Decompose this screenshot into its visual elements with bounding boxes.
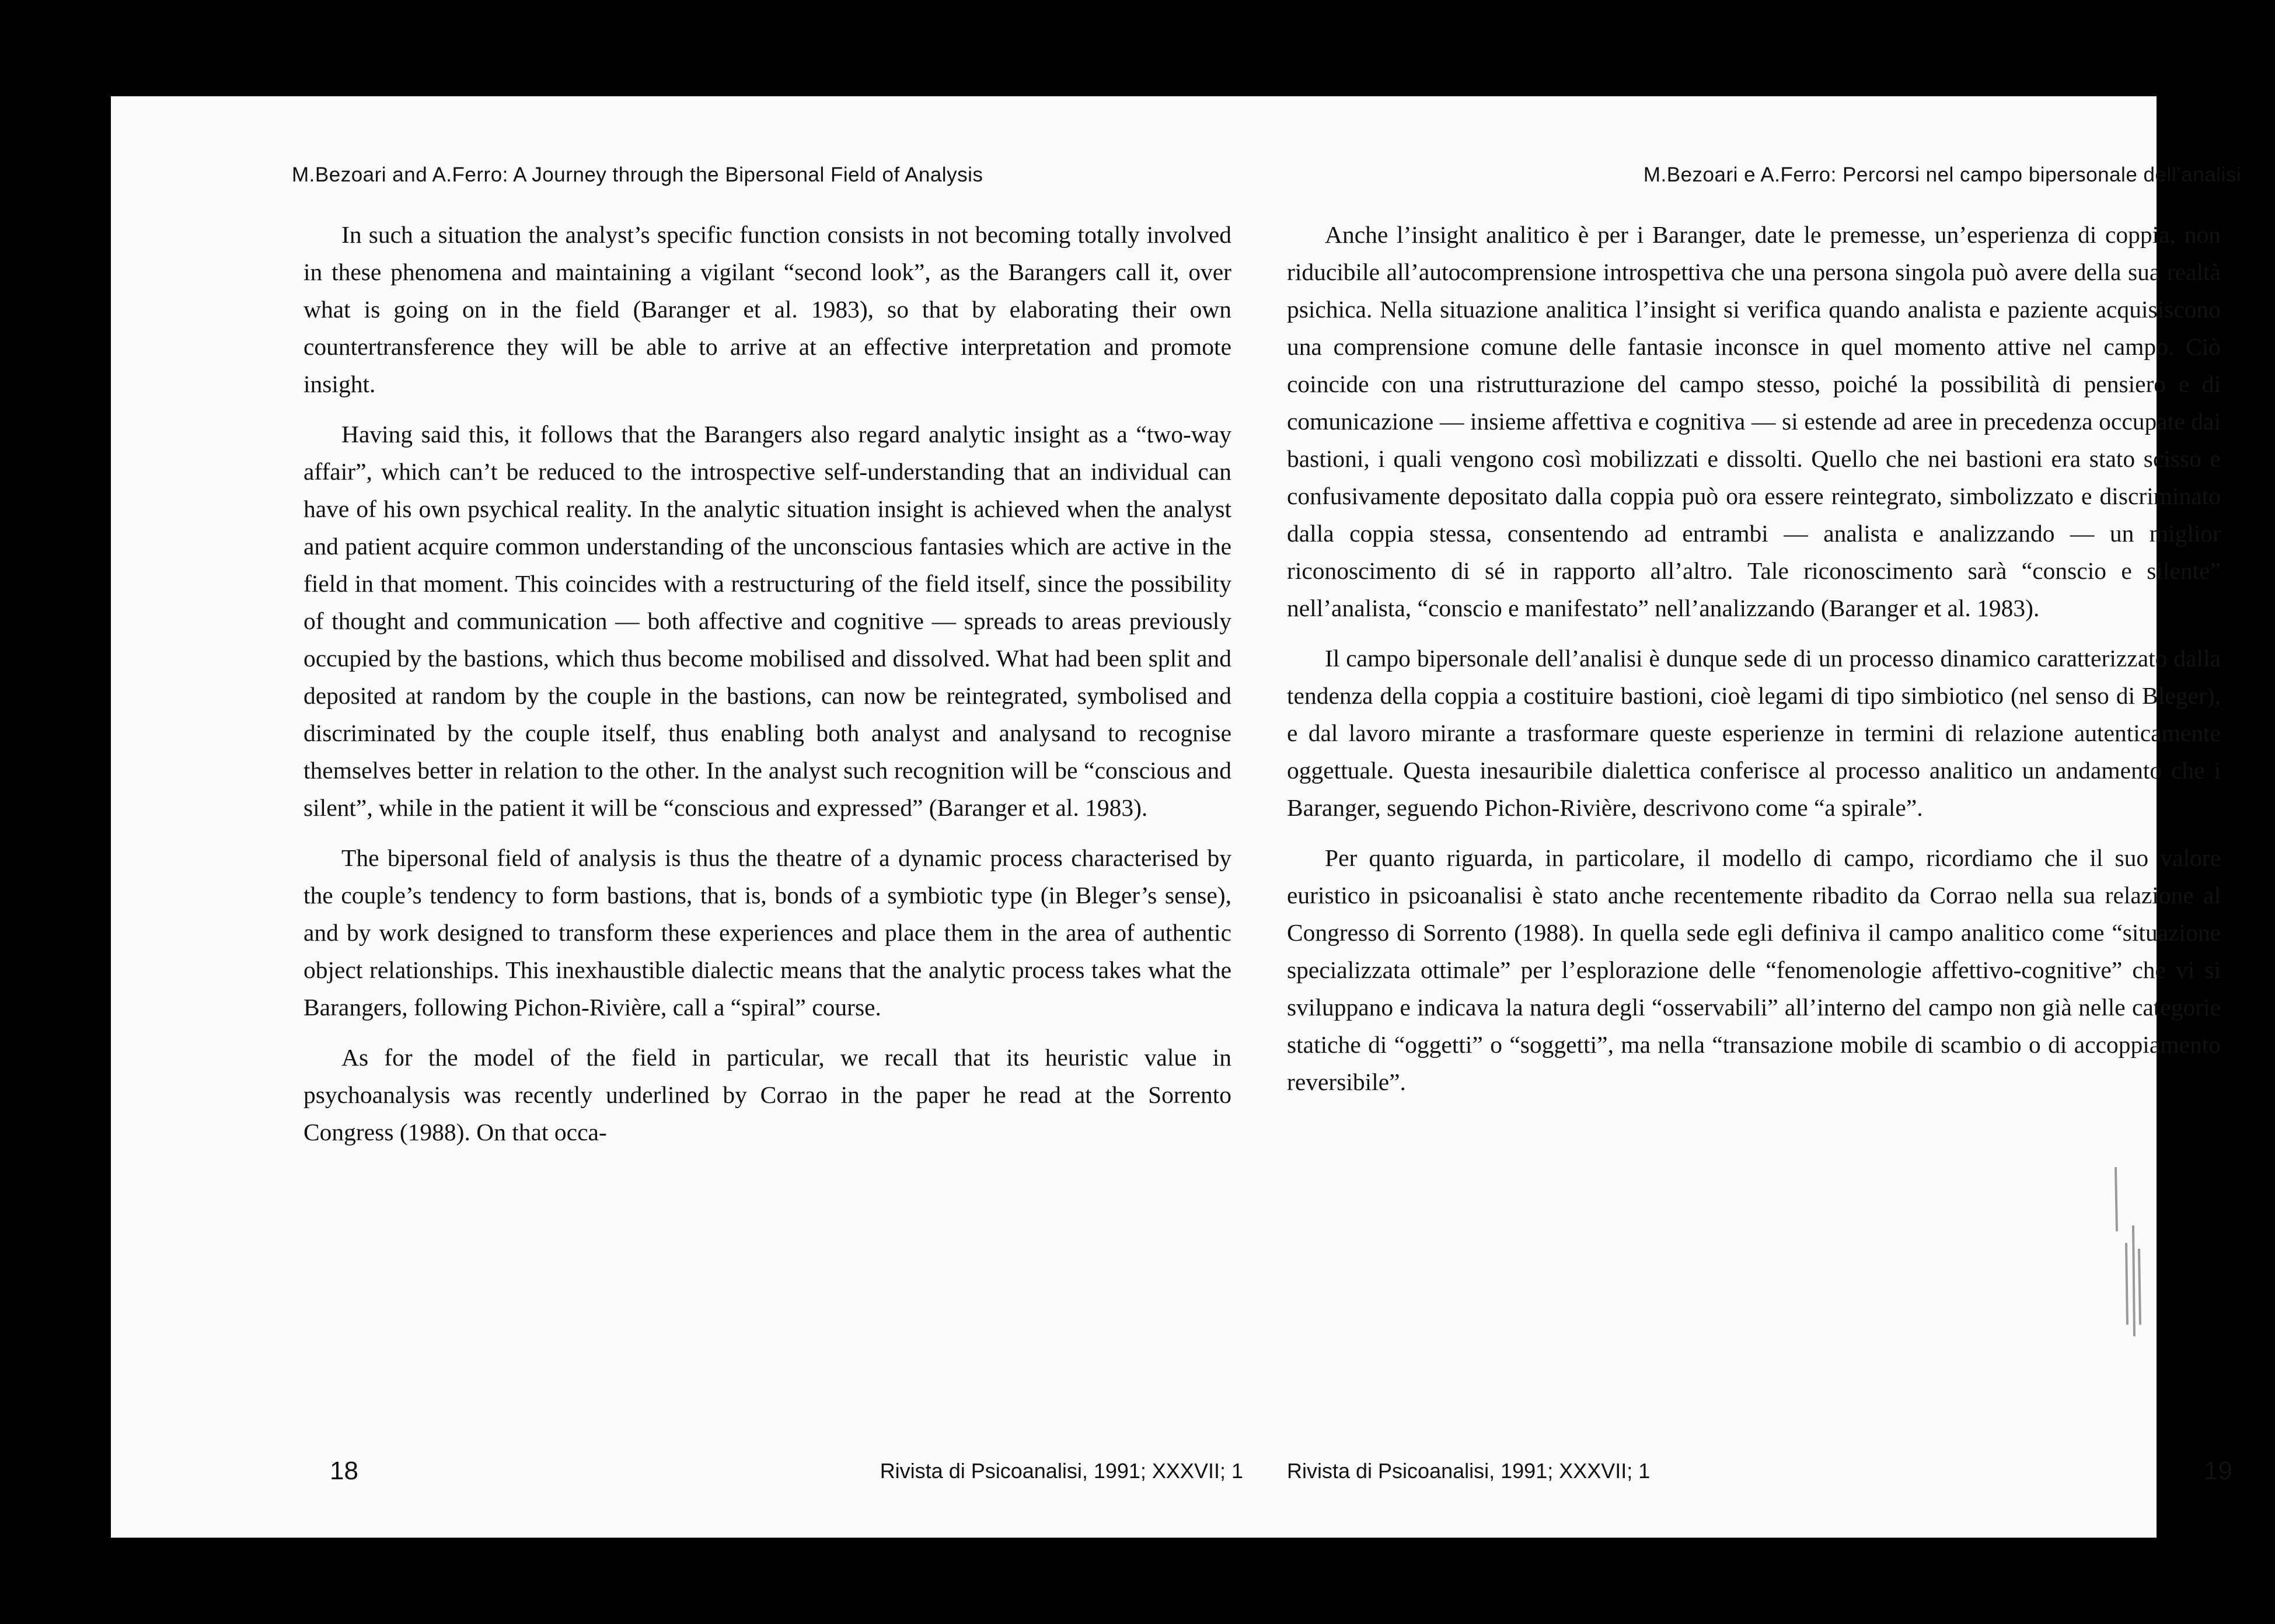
left-paragraph-1: In such a situation the analyst’s specific function consists in not becoming totally involved in these phenomena and maintaining a vigilant “second look”, as the Barangers call it, over what is going on in the field (Baranger et al. 1983), so that by elaborating their own countertransference they will be able to arrive at an effective interpretation and promote insight.: [303, 221, 1231, 397]
left-page: [292, 96, 1243, 1538]
right-paragraph-2: Il campo bipersonale dell’analisi è dunque sede di un processo dinamico caratterizzato dalla tendenza della coppia a costituire bastioni, cioè legami di tipo simbiotico (nel senso di Bleger), e dal lavoro mirante a trasformare queste esperienze in termini di relazione autenticamente oggettuale. Questa inesauribile dialettica conferisce al processo analitico un andamento che i Baranger, seguendo Pichon-Rivière, descrivono come “a spirale”.: [1287, 645, 2221, 821]
right-running-head: M.Bezoari e A.Ferro: Percorsi nel campo bipersonale dell’analisi: [1643, 163, 2241, 186]
left-page-number: 18: [330, 1457, 358, 1485]
right-page-body: [1287, 216, 2221, 1113]
left-paragraph-4: As for the model of the field in particular, we recall that its heuristic value in psychoanalysis was recently underlined by Corrao in the paper he read at the Sorrento Congress (1988). On that occa-: [303, 1044, 1231, 1145]
right-paragraph-1: Anche l’insight analitico è per i Baranger, date le premesse, un’esperienza di coppia, non riducibile all’autocomprensione introspettiva che una persona singola può avere della sua realtà psichica. Nella situazione analitica l’insight si verifica quando analista e paziente acquisiscono una comprensione comune delle fantasie inconsce in quel momento attive nel campo. Ciò coincide con una ristrutturazione del campo stesso, poiché la possibilità di pensiero e di comunicazione — insieme affettiva e cognitiva — si estende ad aree in precedenza occupate dai bastioni, i quali vengono così mobilizzati e dissolti. Quello che nei bastioni era stato scisso e confusivamente depositato dalla coppia può ora essere reintegrato, simbolizzato e discriminato dalla coppia stessa, consentendo ad entrambi — analista e analizzando — un miglior riconoscimento di sé in rapporto all’altro. Tale riconoscimento sarà “conscio e silente” nell’analista, “conscio e manifestato” nell’analizzando (Baranger et al. 1983).: [1287, 221, 2221, 621]
right-journal-citation: Rivista di Psicoanalisi, 1991; XXXVII; 1: [1287, 1459, 1651, 1483]
right-page-number: 19: [2204, 1457, 2232, 1485]
left-page-body: [303, 216, 1231, 1164]
left-journal-citation: Rivista di Psicoanalisi, 1991; XXXVII; 1: [880, 1459, 1243, 1483]
left-paragraph-2: Having said this, it follows that the Barangers also regard analytic insight as a “two-way affair”, which can’t be reduced to the introspective self-understanding that an individual can have of his own psychical reality. In the analytic situation insight is achieved when the analyst and patient acquire common understanding of the unconscious fantasies which are active in the field in that moment. This coincides with a restructuring of the field itself, since the possibility of thought and communication — both affective and cognitive — spreads to areas previously occupied by the bastions, which thus become mobilised and dissolved. What had been split and deposited at random by the couple in the bastions, can now be reintegrated, symbolised and discriminated by the couple itself, thus enabling both analyst and analysand to recognise themselves better in relation to the other. In the analyst such recognition will be “conscious and silent”, while in the patient it will be “conscious and expressed” (Baranger et al. 1983).: [303, 421, 1231, 821]
left-paragraph-3: The bipersonal field of analysis is thus the theatre of a dynamic process characterised by the couple’s tendency to form bastions, that is, bonds of a symbiotic type (in Bleger’s sense), and by work designed to transform these experiences and place them in the area of authentic object relationships. This inexhaustible dialectic means that the analytic process takes what the Barangers, following Pichon-Rivière, call a “spiral” course.: [303, 844, 1231, 1021]
left-running-head: M.Bezoari and A.Ferro: A Journey through the Bipersonal Field of Analysis: [292, 163, 983, 186]
pencil-margin-marks-icon: [2110, 1161, 2145, 1336]
book-spread: [111, 96, 2241, 1538]
right-page: [1287, 96, 2241, 1538]
right-paragraph-3: Per quanto riguarda, in particolare, il modello di campo, ricordiamo che il suo valore euristico in psicoanalisi è stato anche recentemente ribadito da Corrao nella sua relazione al Congresso di Sorrento (1988). In quella sede egli definiva il campo analitico come “situazione specializzata ottimale” per l’esplorazione delle “fenomenologie affettivo-cognitive” che vi si sviluppano e indicava la natura degli “osservabili” all’interno del campo non già nelle categorie statiche di “oggetti” o “soggetti”, ma nella “transazione mobile di scambio o di accoppiamento reversibile”.: [1287, 844, 2221, 1095]
